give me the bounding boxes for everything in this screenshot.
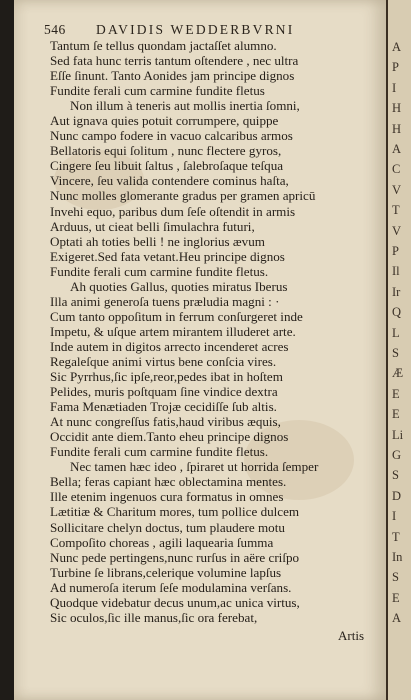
text-line: Cingere ſeu libuit ſaltus , ſalebroſaque teſqua [50, 158, 284, 174]
facing-page-letter: P [392, 244, 399, 258]
text-line: Ad numeroſa iterum ſeſe modulamina verſans. [50, 579, 292, 595]
facing-page-letter: G [392, 448, 402, 462]
text-line: Inde autem in digitos arrecto incenderet acres [50, 338, 289, 354]
text-line: Lætitiæ & Charitum mores, tum pollice dulcem [50, 504, 300, 520]
facing-page-letter: C [392, 162, 401, 177]
text-line: Ille etenim ingenuos cura formatus in omnes [50, 489, 284, 505]
facing-page-letter: H [392, 101, 402, 116]
facing-page-letter: E [392, 407, 400, 422]
text-line: Illa animi generoſa tuens præludia magni : · [50, 293, 280, 309]
facing-page-letter: In [392, 550, 403, 564]
text-line: Vincere, ſeu valida contendere cominus haſta, [50, 173, 289, 189]
text-line: Pelides, muris poſtquam ſine vindice dextra [50, 384, 278, 400]
text-line: Compoſito choreas , agili laquearia ſumma [50, 534, 274, 550]
text-line: Fundite ferali cum carmine fundite fletus. [50, 263, 269, 279]
catchword: Artis [338, 628, 364, 643]
facing-page-letter: V [392, 223, 402, 238]
facing-page-letter: S [392, 570, 399, 585]
text-line: Nec tamen hæc ideo , ſpiraret ut horrida ſemper [70, 459, 319, 475]
facing-page-edge [388, 0, 411, 700]
facing-page-letter: Æ [392, 366, 404, 381]
text-line: At nunc congreſſus fatis,haud viribus æquis, [50, 414, 281, 430]
text-line: Tantum ſe tellus quondam jactaſſet alumno. [50, 38, 277, 53]
facing-page-letter: A [392, 142, 402, 156]
text-line: Non illum à teneris aut mollis inertia ſomni, [70, 98, 300, 114]
text-line: Ah quoties Gallus, quoties miratus Iberus [70, 278, 288, 294]
facing-page-letter: I [392, 80, 397, 95]
text-line: Impetu, & uſque artem mirantem illuderet arte. [50, 323, 296, 339]
text-line: Nunc pede pertingens,nunc rurſus in aëre criſpo [50, 549, 300, 565]
poem-text [50, 38, 380, 625]
text-line: Sic oculos,ſic ille manus,ſic ora ferebat, [50, 609, 258, 625]
text-line: Arduus, ut cieat belli ſimulachra futuri, [50, 218, 255, 234]
text-line: Nunc campo fodere in vacuo calcaribus armos [50, 128, 293, 144]
facing-page-letter: A [392, 611, 402, 626]
facing-page-letter: V [392, 182, 402, 197]
facing-page-letter: D [392, 488, 402, 503]
text-line: Exigeret.Sed fata vetant.Heu principe dignos [50, 248, 285, 264]
text-line: Fama Menætiaden Trojæ cecidiſſe ſub altis. [50, 399, 277, 415]
facing-page-letter: Q [392, 305, 402, 320]
text-line: Eſſe ſinunt. Tanto Aonides jam principe dignos [50, 68, 295, 84]
facing-page-letter: T [392, 529, 400, 544]
facing-page-letter: E [392, 590, 400, 605]
facing-page-letter: S [392, 468, 399, 483]
text-line: Turbine ſe librans,celerique volumine lapſus [50, 564, 282, 580]
book-page [14, 0, 386, 700]
text-line: Occidit ante diem.Tanto eheu principe dignos [50, 429, 289, 445]
text-line: Quodque videbatur decus unum,ac unica virtus, [50, 594, 300, 610]
facing-page-letter: Il [392, 264, 400, 279]
facing-page-letter: H [392, 121, 402, 136]
page-number: 546 [44, 22, 66, 37]
text-line: Regaleſque animi virtus bene conſcia vires. [50, 353, 277, 369]
running-title: DAVIDIS WEDDERBVRNI [96, 22, 295, 37]
text-line: Cum tanto oppoſitum in ferrum conſurgeret inde [50, 308, 303, 324]
text-line: Fundite ferali cum carmine fundite fletus [50, 83, 265, 99]
text-line: Fundite ferali cum carmine fundite fletus. [50, 444, 269, 460]
text-line: Aut ignava quies potuit corrumpere, quippe [50, 113, 279, 129]
facing-page-letter: I [392, 509, 397, 524]
facing-page-letter: T [392, 203, 400, 218]
facing-page-letter: Li [392, 427, 404, 442]
text-line: Optati ah toties belli ! ne inglorius ævum [50, 233, 265, 249]
text-line: Bellatoris equi ſolitum , nunc flectere gyros, [50, 143, 282, 159]
facing-page-letter: P [392, 60, 399, 75]
facing-page-letter: L [392, 325, 400, 340]
facing-page-letter: E [392, 386, 400, 401]
running-header [44, 22, 374, 38]
text-line: Sed fata hunc terris tantum oſtendere , nec ultra [50, 53, 299, 69]
text-line: Invehi equo, paribus dum ſeſe oſtendit in armis [50, 203, 296, 219]
facing-page-letter: A [392, 40, 402, 54]
text-line: Bella; feras capiant hæc oblectamina mentes. [50, 474, 287, 490]
facing-page-letter: S [392, 346, 399, 360]
text-line: Sic Pyrrhus,ſic ipſe,reor,pedes ibat in hoſtem [50, 369, 283, 385]
text-line: Sollicitare chelyn doctus, tum plaudere motu [50, 519, 285, 535]
facing-page-letter: Ir [392, 284, 401, 299]
text-line: Nunc molles glomerante gradus per gramen apricū [50, 188, 316, 204]
